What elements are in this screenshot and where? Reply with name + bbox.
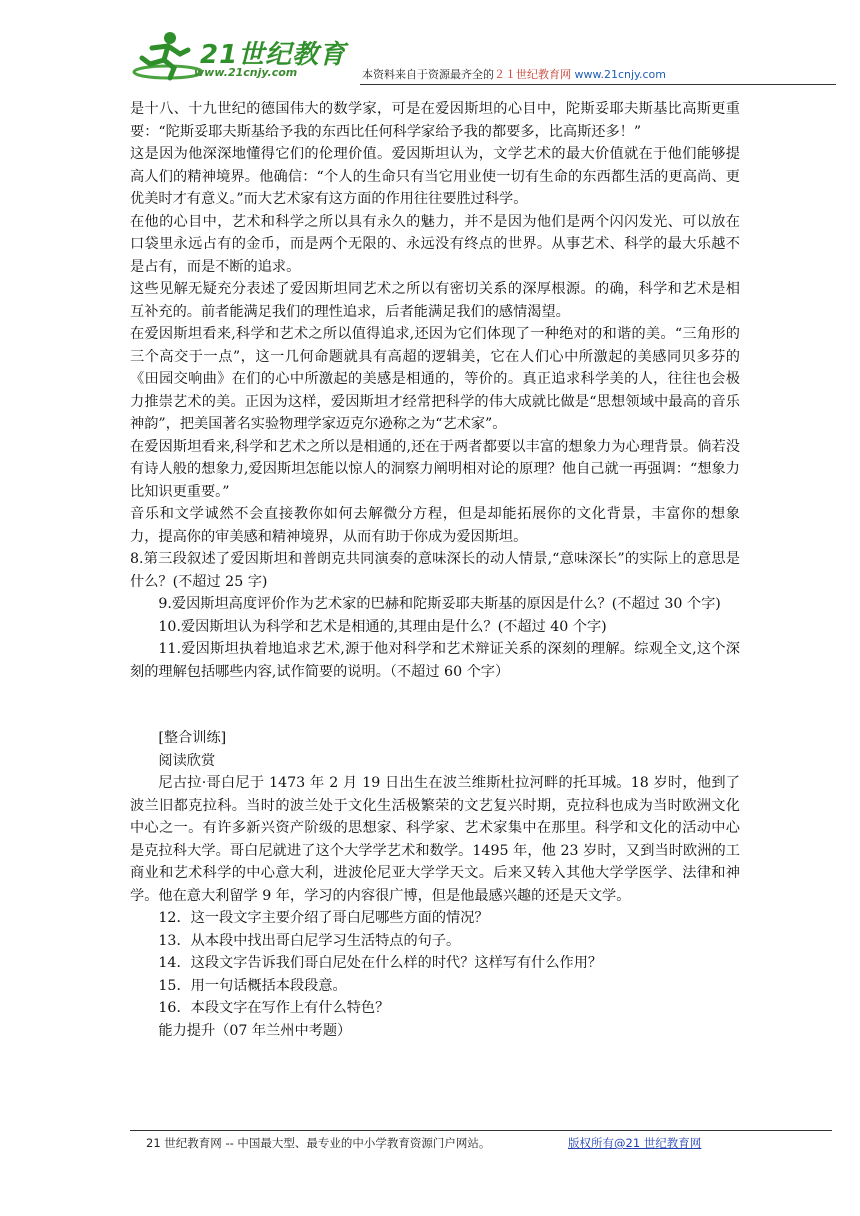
tagline-prefix: 本资料来自于资源最齐全的	[362, 68, 494, 81]
body-paragraph: 在爱因斯坦看来,科学和艺术之所以值得追求,还因为它们体现了一种绝对的和谐的美。“三角形的三个高交于一点”，这一几何命题就具有高超的逻辑美，它在人们心中所激起的美感同贝多芬的《田园交响曲》在们的心中所激起的美感是相通的，等价的。真正追求科学美的人，往往也会极力推崇艺术的美。正因为这样，爱因斯坦才经常把科学的伟大成就比做是“思想领域中最高的音乐神韵”，把美国著名实验物理学家迈克尔逊称之为“艺术家”。	[130, 326, 740, 432]
section-closing: 能力提升（07 年兰州中考题）	[158, 1022, 352, 1039]
body-paragraph: 在他的心目中，艺术和科学之所以具有永久的魅力，并不是因为他们是两个闪闪发光、可以放在口袋里永远占有的金币，而是两个无限的、永远没有终点的世界。从事艺术、科学的最大乐越不是占有，而是不断的追求。	[130, 213, 740, 275]
question-item: 14．这段文字告诉我们哥白尼处在什么样的时代？这样写有什么作用？	[158, 955, 603, 971]
body-paragraph: 这些见解无疑充分表述了爱因斯坦同艺术之所以有密切关系的深厚根源。的确，科学和艺术是相互补充的。前者能满足我们的理性追求，后者能满足我们的感情渴望。	[130, 281, 740, 320]
question-item: 15．用一句话概括本段段意。	[158, 977, 347, 994]
header-divider	[360, 84, 836, 85]
tagline-site-link[interactable]: ２１世纪教育网	[494, 68, 571, 81]
question-item: 16．本段文字在写作上有什么特色？	[158, 1000, 390, 1016]
body-paragraph: 是十八、十九世纪的德国伟大的数学家，可是在爱因斯坦的心目中，陀斯妥耶夫斯基比高斯更重要：“陀斯妥耶夫斯基给予我的东西比任何科学家给予我的都要多，比高斯还多！”	[130, 101, 740, 140]
body-paragraph: 在爱因斯坦看来,科学和艺术之所以是相通的,还在于两者都要以丰富的想象力为心理背景。倘若没有诗人般的想象力,爱因斯坦怎能以惊人的洞察力阐明相对论的原理？他自己就一再强调：“想象力比知识更重要。”	[130, 438, 740, 500]
main-content	[130, 98, 740, 1042]
question-item: 13．从本段中找出哥白尼学习生活特点的句子。	[158, 932, 461, 949]
runner-logo-icon	[130, 28, 202, 86]
logo-url: www.21cnjy.com	[194, 66, 298, 79]
question-item: 9.爱因斯坦高度评价作为艺术家的巴赫和陀斯妥耶夫斯基的原因是什么？(不超过 30 个字)	[158, 596, 721, 612]
body-paragraph: 这是因为他深深地懂得它们的伦理价值。爱因斯坦认为，文学艺术的最大价值就在于他们能够提高人们的精神境界。他确信：“个人的生命只有当它用业使一切有生命的东西都生活的更高尚、更优美时才有意义。”而大艺术家有这方面的作用往往要胜过科学。	[130, 146, 740, 207]
spacer	[130, 683, 740, 727]
body-paragraph: 音乐和文学诚然不会直接教你如何去解微分方程，但是却能拓展你的文化背景，丰富你的想象力，提高你的审美感和精神境界，从而有助于你成为爱因斯坦。	[130, 506, 740, 545]
footer-divider	[130, 1130, 832, 1131]
site-logo[interactable]	[130, 28, 347, 86]
tagline-url-link[interactable]: www.21cnjy.com	[574, 68, 666, 81]
question-item: 11.爱因斯坦执着地追求艺术,源于他对科学和艺术辩证关系的深刻的理解。综观全文,这个深刻的理解包括哪些内容,试作简要的说明。（不超过 60 个字）	[130, 641, 740, 680]
footer-text: 21 世纪教育网 -- 中国最大型、最专业的中小学教育资源门户网站。	[146, 1136, 491, 1150]
question-item: 12．这一段文字主要介绍了哥白尼哪些方面的情况？	[158, 910, 489, 926]
copyright-link[interactable]: 版权所有@21 世纪教育网	[568, 1136, 702, 1150]
page-footer	[146, 1135, 836, 1151]
section-heading: [整合训练]	[158, 730, 227, 746]
header-tagline	[362, 66, 666, 82]
page-header	[130, 28, 830, 90]
section-subheading: 阅读欣赏	[158, 752, 216, 769]
question-item: 8.第三段叙述了爱因斯坦和普朗克共同演奏的意味深长的动人情景,“意味深长”的实际上的意思是什么？(不超过 25 字)	[130, 551, 740, 590]
logo-title: 21世纪教育	[200, 40, 347, 70]
question-item: 10.爱因斯坦认为科学和艺术是相通的,其理由是什么？(不超过 40 个字)	[158, 618, 607, 635]
passage-paragraph: 尼古拉·哥白尼于 1473 年 2 月 19 日出生在波兰维斯杜拉河畔的托耳城。18 岁时，他到了波兰旧都克拉科。当时的波兰处于文化生活极繁荣的文艺复兴时期，克拉科也成为当时欧洲文化中心之一。有许多新兴资产阶级的思想家、科学家、艺术家集中在那里。科学和文化的活动中心是克拉科大学。哥白尼就进了这个大学学艺术和数学。1495 年，他 23 岁时，又到当时欧洲的工商业和艺术科学的中心意大利，进波伦尼亚大学学天文。后来又转入其他大学学医学、法律和神学。他在意大利留学 9 年，学习的内容很广博，但是他最感兴趣的还是天文学。	[130, 775, 740, 904]
